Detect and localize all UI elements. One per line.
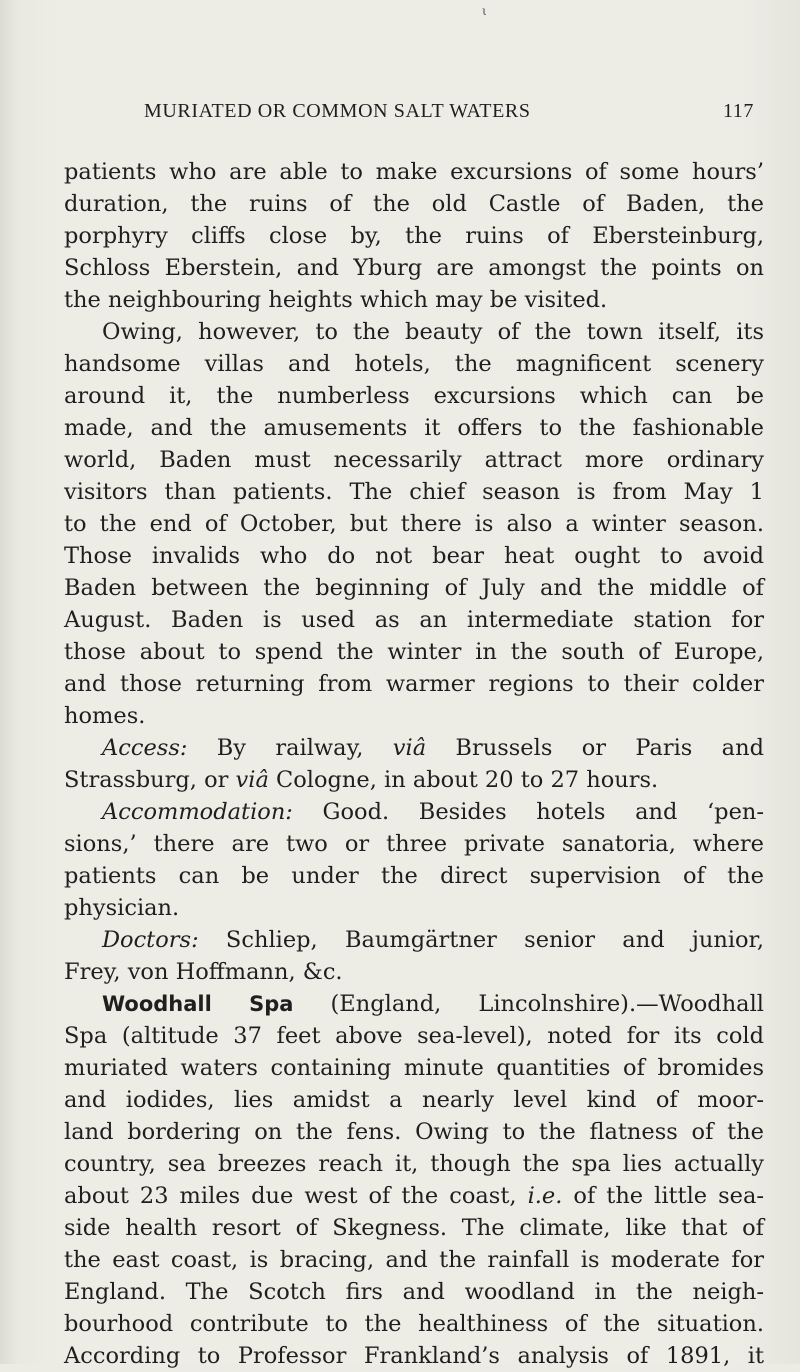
- text-line: Owing, however, to the beauty of the town itself, its: [102, 319, 764, 345]
- text-line: the east coast, is bracing, and the rainfall is moderate for: [64, 1247, 764, 1273]
- text-line: homes.: [64, 703, 146, 729]
- woodhall-line: Woodhall Spa (England, Lincolnshire).—Woodhall: [102, 991, 764, 1017]
- text-line: made, and the amusements it offers to the fashionable: [64, 415, 764, 441]
- text-line: side health resort of Skegness. The climate, like that of: [64, 1215, 764, 1241]
- corner-mark: ι: [482, 4, 487, 18]
- text-line: England. The Scotch firs and woodland in the neigh-: [64, 1279, 764, 1305]
- text-line: those about to spend the winter in the south of Europe,: [64, 639, 764, 665]
- access-label: Access:: [102, 735, 188, 761]
- text-line: patients who are able to make excursions of some hours’: [64, 159, 764, 185]
- text-line: the neighbouring heights which may be visited.: [64, 287, 608, 313]
- text-line: and iodides, lies amidst a nearly level kind of moor-: [64, 1087, 764, 1113]
- running-head: [144, 100, 754, 136]
- text-line: According to Professor Frankland’s analysis of 1891, it: [64, 1343, 764, 1369]
- text-line: Baden between the beginning of July and the middle of: [64, 575, 764, 601]
- text-line: physician.: [64, 895, 180, 921]
- text-line: to the end of October, but there is also a winter season.: [64, 511, 764, 537]
- woodhall-heading: Woodhall Spa: [102, 992, 294, 1016]
- text-line: duration, the ruins of the old Castle of Baden, the: [64, 191, 764, 217]
- text-line: land bordering on the fens. Owing to the flatness of the: [64, 1119, 764, 1145]
- text-line: patients can be under the direct supervision of the: [64, 863, 764, 889]
- text-line: Frey, von Hoffmann, &c.: [64, 959, 343, 985]
- text-line: porphyry cliffs close by, the ruins of Ebersteinburg,: [64, 223, 764, 249]
- text-line: bourhood contribute to the healthiness of the situation.: [64, 1311, 764, 1337]
- text-line: August. Baden is used as an intermediate station for: [64, 607, 764, 633]
- text-line: Spa (altitude 37 feet above sea-level), noted for its cold: [64, 1023, 764, 1049]
- accommodation-label: Accommodation:: [102, 799, 293, 825]
- text-line: world, Baden must necessarily attract more ordinary: [64, 447, 764, 473]
- doctors-line: Doctors: Schliep, Baumgärtner senior and junior,: [102, 927, 764, 953]
- accommodation-line: Accommodation: Good. Besides hotels and ‘pen-: [102, 799, 764, 825]
- text-line: Those invalids who do not bear heat ought to avoid: [64, 543, 764, 569]
- text-line: visitors than patients. The chief season is from May 1: [64, 479, 764, 505]
- running-title: MURIATED OR COMMON SALT WATERS: [144, 100, 531, 122]
- text-line: sions,’ there are two or three private sanatoria, where: [64, 831, 764, 857]
- text-line: country, sea breezes reach it, though the spa lies actually: [64, 1151, 764, 1177]
- body-text: [64, 156, 764, 1372]
- text-line: muriated waters containing minute quantities of bromides: [64, 1055, 764, 1081]
- text-line: and those returning from warmer regions to their colder: [64, 671, 764, 697]
- page-number: 117: [722, 100, 754, 122]
- text-line: about 23 miles due west of the coast, i.e. of the little sea-: [64, 1183, 764, 1209]
- text-line: around it, the numberless excursions which can be: [64, 383, 764, 409]
- text-line: Schloss Eberstein, and Yburg are amongst the points on: [64, 255, 764, 281]
- access-line: Strassburg, or viâ Cologne, in about 20 to 27 hours.: [64, 767, 659, 793]
- text-line: handsome villas and hotels, the magnificent scenery: [64, 351, 764, 377]
- access-line: Access: By railway, viâ Brussels or Paris and: [102, 735, 764, 761]
- doctors-label: Doctors:: [102, 927, 199, 953]
